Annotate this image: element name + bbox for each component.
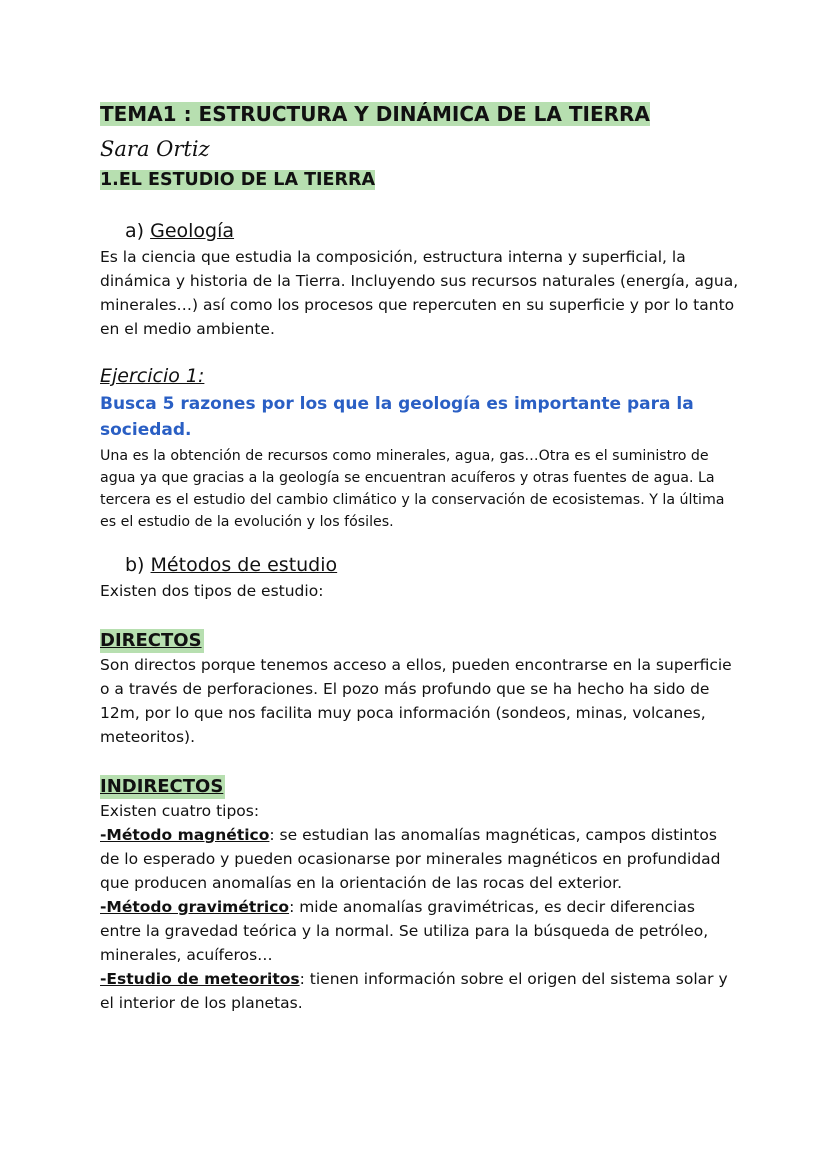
document-title — [100, 100, 740, 130]
method-name: -Método magnético — [100, 826, 270, 844]
directos-heading: DIRECTOS — [100, 630, 202, 651]
subheading-marker: b) — [125, 554, 145, 576]
method-description: : mide anomalías gravimétricas, es decir diferencias entre la gravedad teórica y la normal. Se utiliza para la búsqueda de petróleo, minerales, acuíferos… — [100, 898, 709, 964]
method-item — [100, 895, 740, 967]
exercise-answer: Una es la obtención de recursos como minerales, agua, gas…Otra es el suministro de agua ya que gracias a la geología se encuentran acuíferos y otras fuentes de agua. La tercera es el estudio del cambio climático y la conservación de ecosistemas. Y la última es el estudio de la evolución y los fósiles. — [100, 448, 725, 530]
author-name: Sara Ortiz — [100, 137, 210, 161]
indirectos-intro: Existen cuatro tipos: — [100, 802, 260, 820]
subheading-geologia — [125, 217, 740, 245]
metodos-intro: Existen dos tipos de estudio: — [100, 582, 324, 600]
subheading-label: Métodos de estudio — [150, 554, 338, 576]
subheading-marker: a) — [125, 220, 145, 242]
method-name: -Estudio de meteoritos — [100, 970, 300, 988]
method-name: -Método gravimétrico — [100, 898, 290, 916]
exercise-label: Ejercicio 1: — [100, 365, 205, 387]
method-description: : tienen información sobre el origen del sistema solar y el interior de los planetas. — [100, 970, 728, 1012]
subheading-label: Geología — [150, 220, 235, 242]
method-description: : se estudian las anomalías magnéticas, campos distintos de lo esperado y pueden ocasionarse por minerales magnéticos en profundidad que producen anomalías en la orientación de las rocas del exterior. — [100, 826, 721, 892]
method-item — [100, 823, 740, 895]
method-item — [100, 967, 740, 1015]
directos-paragraph: Son directos porque tenemos acceso a ellos, pueden encontrarse en la superficie o a través de perforaciones. El pozo más profundo que se ha hecho ha sido de 12m, por lo que nos facilita muy poca información (sondeos, minas, volcanes, meteoritos). — [100, 656, 732, 746]
geologia-paragraph: Es la ciencia que estudia la composición, estructura interna y superficial, la dinámica y historia de la Tierra. Incluyendo sus recursos naturales (energía, agua, minerales…) así como los procesos que repercuten en su superficie y por lo tanto en el medio ambiente. — [100, 248, 739, 338]
subheading-metodos — [125, 551, 740, 579]
title-highlight: TEMA1 : ESTRUCTURA Y DINÁMICA DE LA TIERRA — [100, 102, 650, 126]
exercise-question: Busca 5 razones por los que la geología es importante para la sociedad. — [100, 394, 694, 440]
section-title — [100, 167, 740, 197]
section-title-highlight: 1.EL ESTUDIO DE LA TIERRA — [100, 170, 375, 190]
indirectos-heading: INDIRECTOS — [100, 776, 224, 797]
document-page — [100, 100, 740, 1015]
